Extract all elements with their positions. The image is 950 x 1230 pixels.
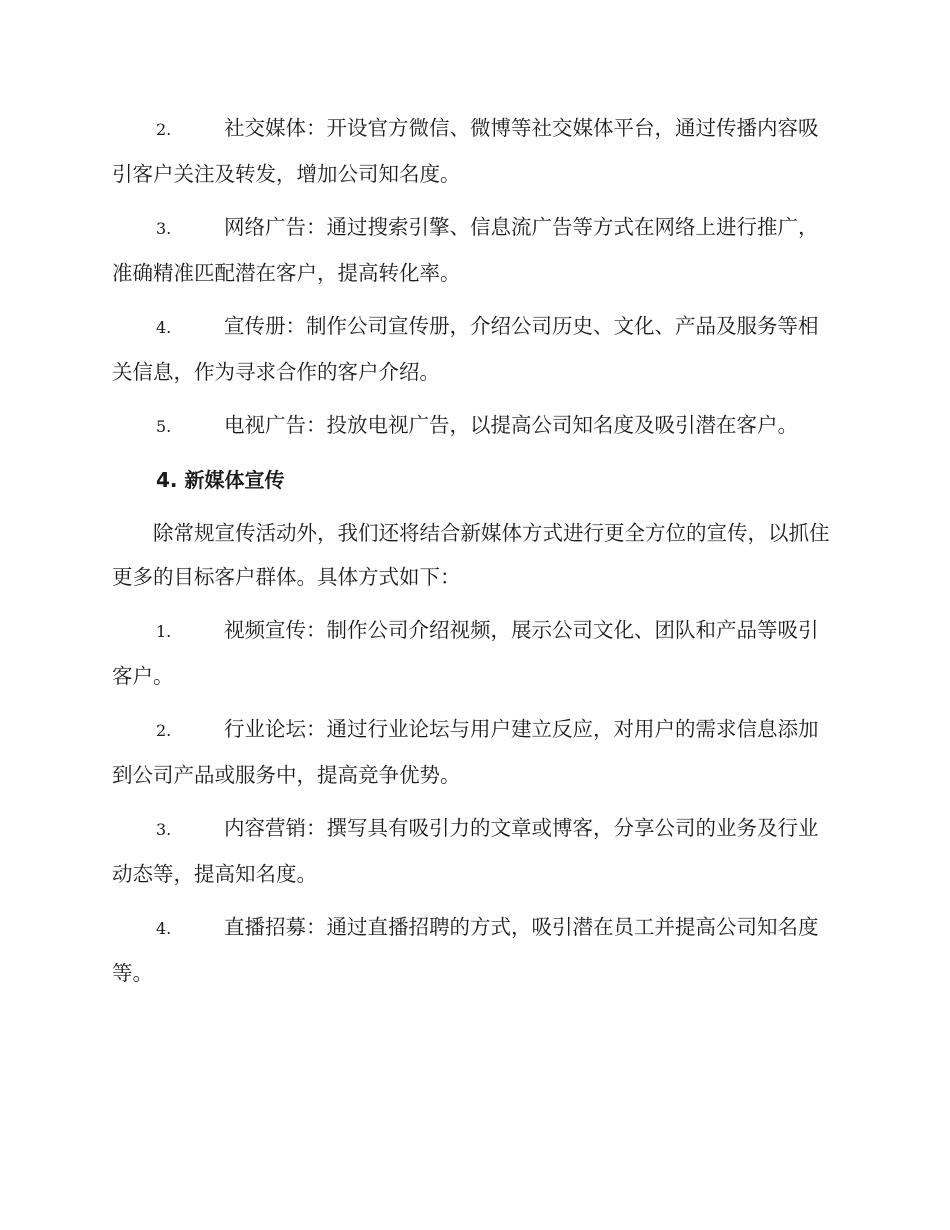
list-item-text: 社交媒体：开设官方微信、微博等社交媒体平台，通过传播内容吸引客户关注及转发，增加公司知名度。	[112, 116, 819, 186]
list-item-number: 1.	[156, 622, 172, 641]
list-item-number: 2.	[156, 120, 172, 139]
section-heading: 4. 新媒体宣传	[156, 468, 285, 492]
list-item-text: 电视广告：投放电视广告，以提高公司知名度及吸引潜在客户。	[224, 413, 798, 437]
list-item-number: 4.	[156, 318, 172, 337]
list-item	[112, 707, 834, 797]
list-item-text: 视频宣传：制作公司介绍视频，展示公司文化、团队和产品等吸引客户。	[112, 618, 819, 688]
list-item-text: 行业论坛：通过行业论坛与用户建立反应，对用户的需求信息添加到公司产品或服务中，提高竞争优势。	[112, 717, 819, 787]
list-item	[112, 403, 834, 449]
list-item-number: 5.	[156, 417, 172, 436]
list-item-number: 4.	[156, 919, 172, 938]
list-item	[112, 106, 834, 196]
list-item-number: 3.	[156, 219, 172, 238]
list-item-text: 宣传册：制作公司宣传册，介绍公司历史、文化、产品及服务等相关信息，作为寻求合作的客户介绍。	[112, 314, 819, 384]
intro-paragraph: 除常规宣传活动外，我们还将结合新媒体方式进行更全方位的宣传，以抓住更多的目标客户群体。具体方式如下：	[112, 521, 830, 589]
list-item	[112, 608, 834, 698]
list-item-text: 网络广告：通过搜索引擎、信息流广告等方式在网络上进行推广，准确精准匹配潜在客户，提高转化率。	[112, 215, 819, 285]
list-item	[112, 806, 834, 896]
list-item	[112, 905, 834, 995]
list-item-number: 2.	[156, 721, 172, 740]
list-item-text: 内容营销：撰写具有吸引力的文章或博客，分享公司的业务及行业动态等，提高知名度。	[112, 816, 819, 886]
list-item	[112, 304, 834, 394]
list-item-number: 3.	[156, 820, 172, 839]
list-item-text: 直播招募：通过直播招聘的方式，吸引潜在员工并提高公司知名度等。	[112, 915, 819, 985]
document-body	[112, 106, 834, 1004]
list-item	[112, 205, 834, 295]
